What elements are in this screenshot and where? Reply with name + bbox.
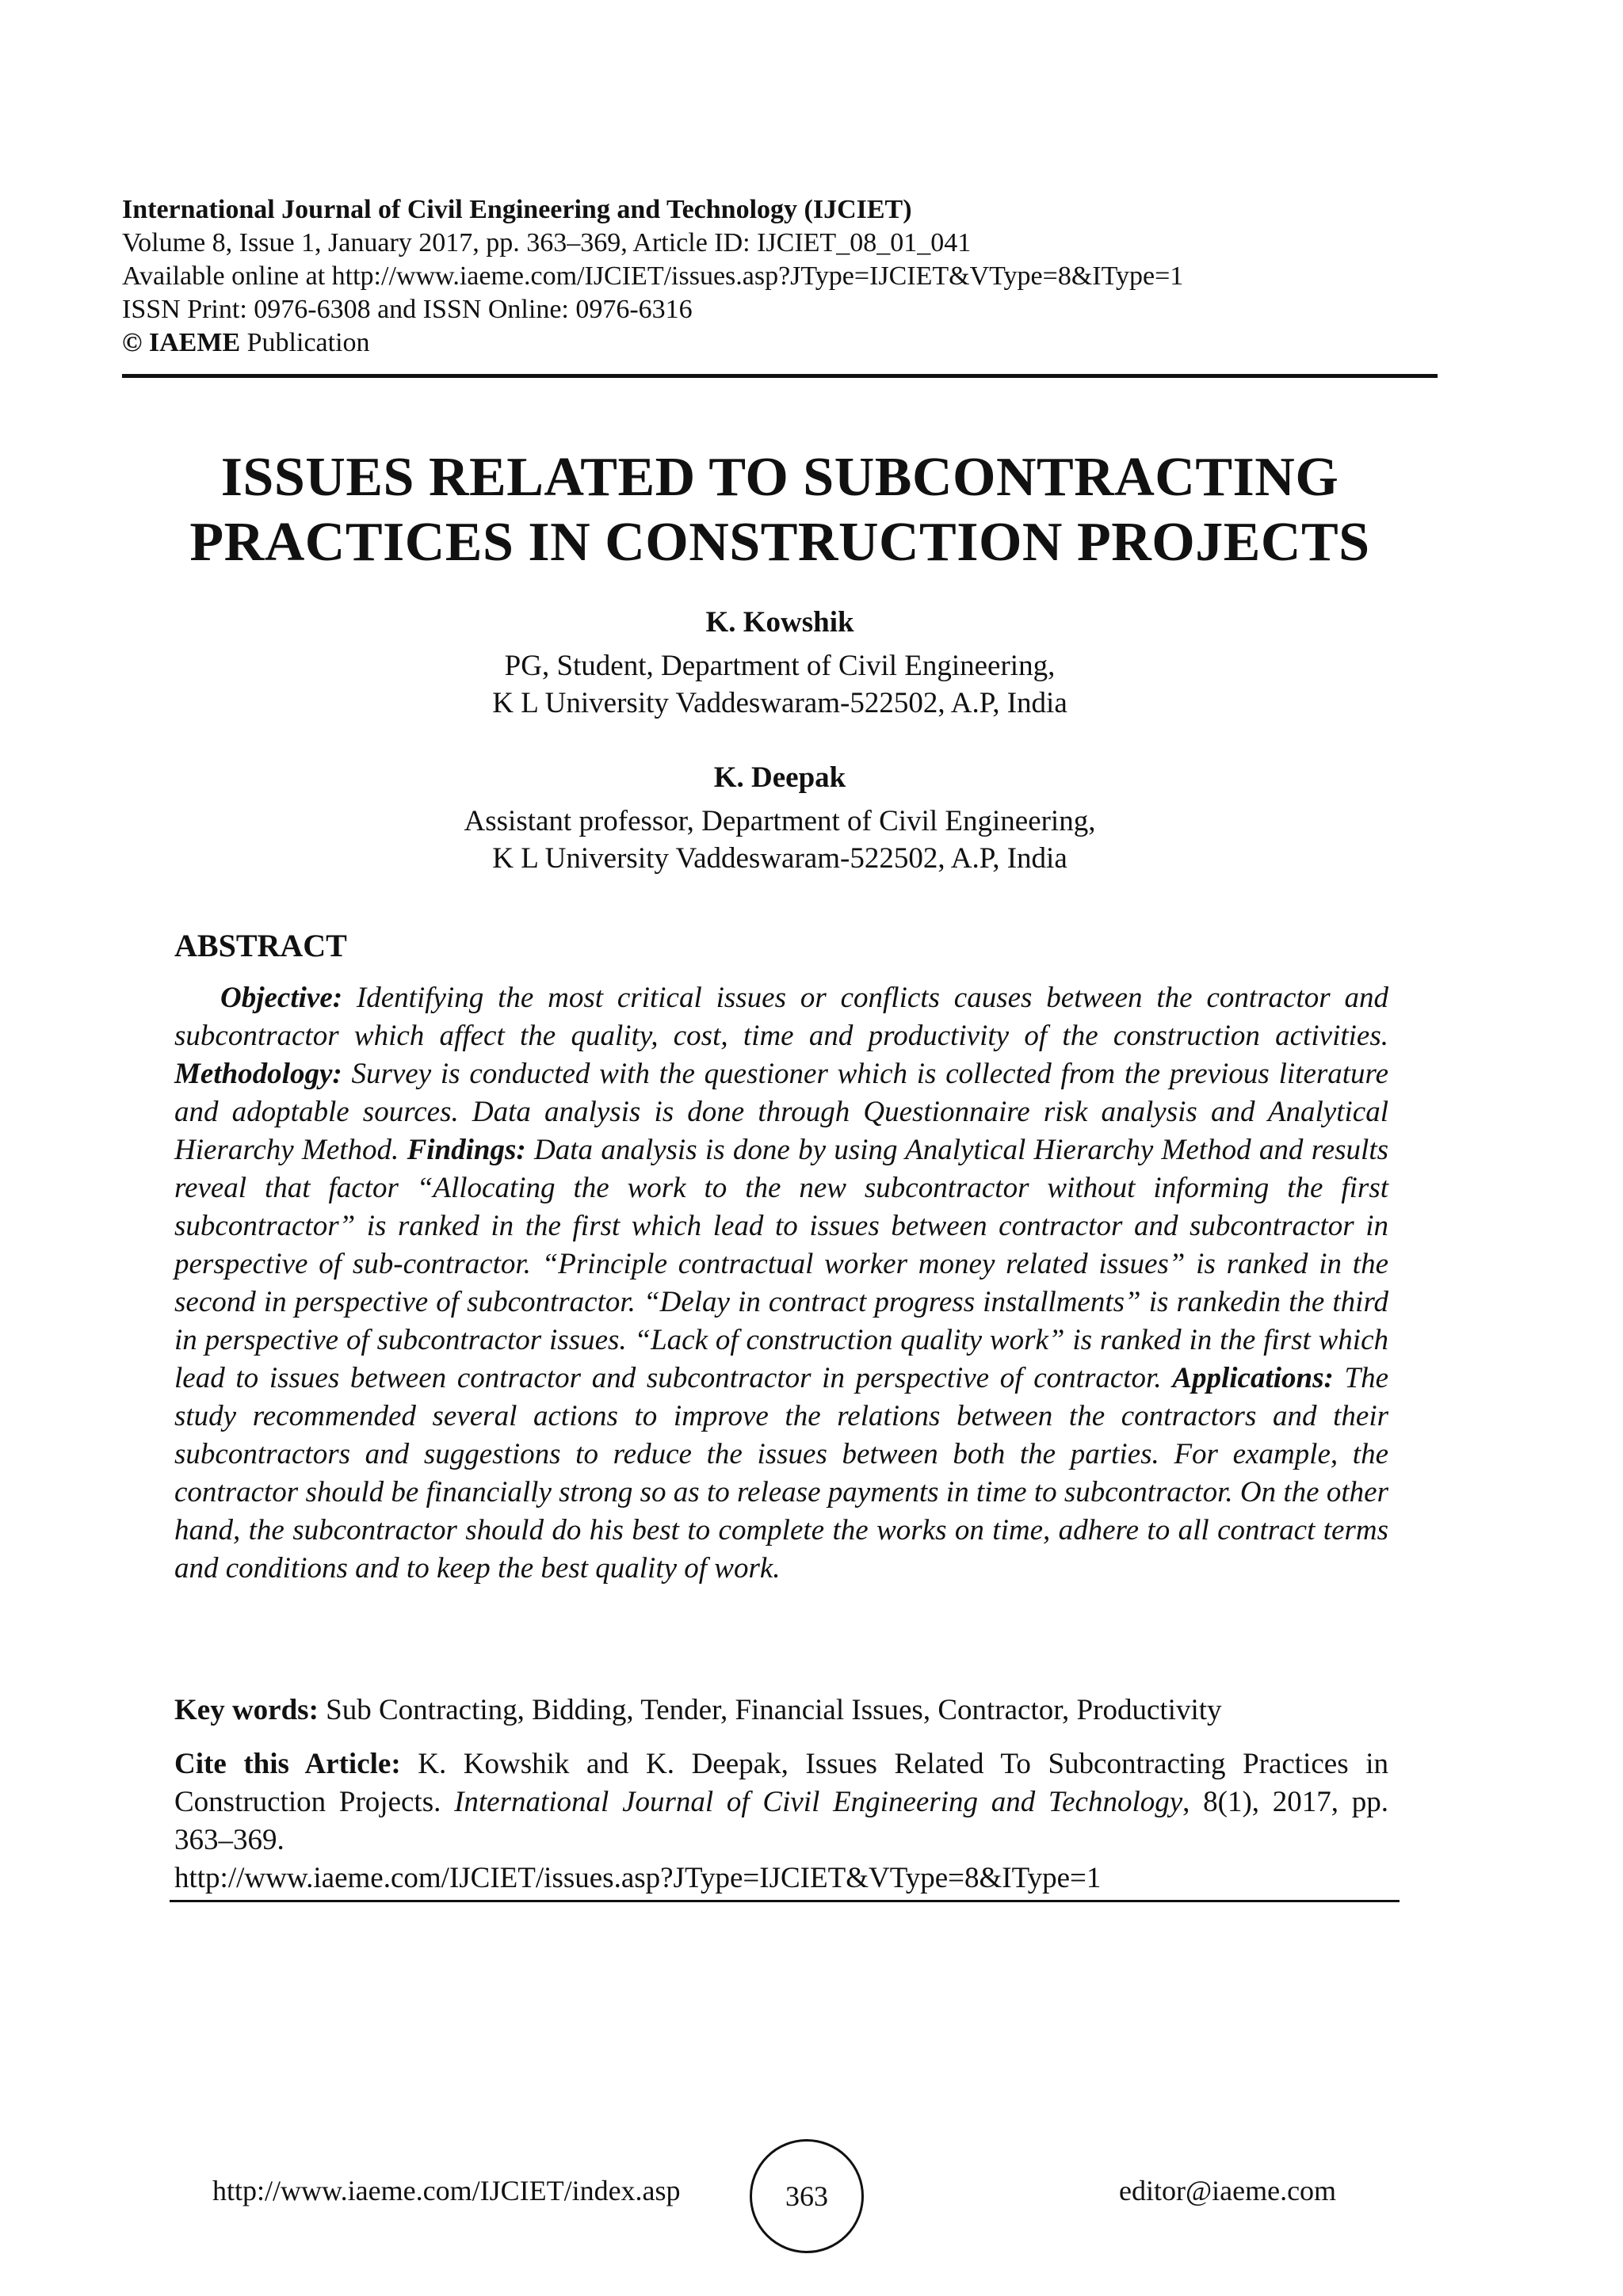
citation-label: Cite this Article: — [174, 1748, 401, 1780]
keywords — [174, 1691, 1388, 1730]
title-line-1: ISSUES RELATED TO SUBCONTRACTING — [220, 447, 1339, 508]
keywords-label: Key words: — [174, 1694, 319, 1726]
issn-line: ISSN Print: 0976-6308 and ISSN Online: 0976-6316 — [122, 295, 693, 324]
footer-url-link[interactable]: http://www.iaeme.com/IJCIET/index.asp — [212, 2175, 681, 2206]
citation-url-link[interactable]: http://www.iaeme.com/IJCIET/issues.asp?JType=IJCIET&VType=8&IType=1 — [174, 1862, 1102, 1894]
objective-text: Identifying the most critical issues or conflicts causes between the contractor and subcontractor which affect the quality, cost, time and productivity of the construction activities. — [174, 982, 1388, 1052]
page-number-badge — [750, 2139, 864, 2253]
page-number: 363 — [785, 2180, 828, 2212]
citation-text: K. Kowshik and K. Deepak, Issues Related To Subcontracting Practices in Construction Projects. — [174, 1748, 1388, 1818]
applications-label: Applications: — [1172, 1362, 1334, 1394]
citation — [174, 1745, 1388, 1897]
journal-name: International Journal of Civil Engineering and Technology (IJCIET) — [122, 195, 912, 224]
citation-details: , 8(1), 2017, pp. 363–369. — [174, 1786, 1388, 1856]
abstract-body — [174, 979, 1388, 1588]
author-name-2: K. Deepak — [713, 761, 846, 794]
author-affiliation-1a: PG, Student, Department of Civil Engineering, — [504, 650, 1056, 682]
objective-label: Objective: — [220, 982, 343, 1014]
copyright-line — [122, 326, 1438, 360]
author-affiliation-2b: K L University Vaddeswaram-522502, A.P, India — [492, 842, 1067, 875]
copyright-publication: Publication — [240, 328, 370, 357]
methodology-text: Survey is conducted with the questioner which is collected from the previous literature and adoptable sources. Data analysis is done through Questionnaire risk analysis and Analytical Hierarchy Method. — [174, 1058, 1388, 1166]
volume-line: Volume 8, Issue 1, January 2017, pp. 363–369, Article ID: IJCIET_08_01_041 — [122, 228, 972, 257]
citation-journal: International Journal of Civil Engineering and Technology — [454, 1786, 1183, 1818]
author-block-2 — [122, 759, 1438, 877]
methodology-label: Methodology: — [174, 1058, 342, 1090]
author-affiliation-1b: K L University Vaddeswaram-522502, A.P, India — [492, 687, 1067, 719]
findings-text: Data analysis is done by using Analytical Hierarchy Method and results reveal that factor “Allocating the work to the new subcontractor without informing the first subcontractor” is ranked in the first which lead to issues between contractor and subcontractor in perspective of sub-contractor. “Principle contractual worker money related issues” is ranked in the second in perspective of subcontractor. “Delay in contract progress installments” is rankedin the third in perspective of subcontractor issues. “Lack of construction quality work” is ranked in the first which lead to issues between contractor and subcontractor in perspective of contractor. — [174, 1134, 1389, 1394]
abstract-heading: ABSTRACT — [174, 928, 347, 963]
citation-divider — [170, 1900, 1400, 1902]
copyright-publisher: © IAEME — [122, 328, 241, 357]
header-divider — [122, 374, 1438, 378]
applications-text: The study recommended several actions to improve the relations between the contractors and their subcontractors and suggestions to reduce the issues between both the parties. For example, the contractor should be financially strong so as to release payments in time to subcontractor. On the other hand, the subcontractor should do his best to complete the works on time, adhere to all contract terms and conditions and to keep the best quality of work. — [174, 1362, 1388, 1585]
author-affiliation-2a: Assistant professor, Department of Civil Engineering, — [464, 805, 1096, 837]
journal-header — [122, 193, 1438, 360]
title-line-2: PRACTICES IN CONSTRUCTION PROJECTS — [189, 512, 1370, 573]
paper-title — [122, 445, 1438, 575]
keywords-text: Sub Contracting, Bidding, Tender, Financial Issues, Contractor, Productivity — [318, 1694, 1222, 1726]
available-online-line: Available online at http://www.iaeme.com/IJCIET/issues.asp?JType=IJCIET&VType=8&IType=1 — [122, 261, 1184, 291]
findings-label: Findings: — [407, 1134, 526, 1166]
footer-email-link[interactable]: editor@iaeme.com — [1119, 2175, 1337, 2206]
author-name-1: K. Kowshik — [705, 606, 854, 639]
author-block-1 — [122, 604, 1438, 722]
